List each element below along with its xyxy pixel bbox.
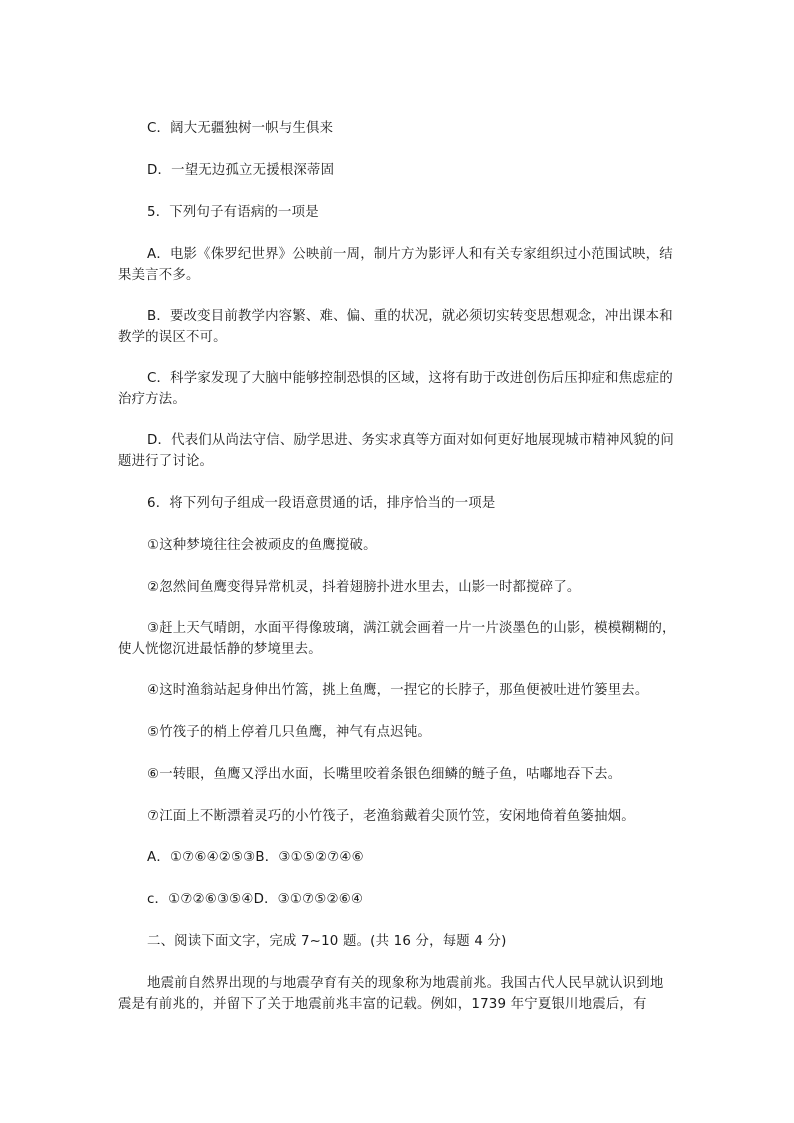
sentence-7: ⑦江面上不断漂着灵巧的小竹筏子，老渔翁戴着尖顶竹笠，安闲地倚着鱼篓抽烟。 xyxy=(147,809,635,824)
sentence-5: ⑤竹筏子的梢上停着几只鱼鹰，神气有点迟钝。 xyxy=(147,725,432,740)
question-5-option-d: D．代表们从尚法守信、励学思进、务实求真等方面对如何更好地展现城市精神风貌的问题进行了讨论。 xyxy=(118,433,674,469)
question-5-option-a: A．电影《侏罗纪世界》公映前一周，制片方为影评人和有关专家组织过小范围试映，结果美言不多。 xyxy=(118,247,673,283)
question-5-option-b: B．要改变目前教学内容繁、难、偏、重的状况，就必须切实转变思想观念，冲出课本和教学的误区不可。 xyxy=(118,309,673,345)
sentence-2: ②忽然间鱼鹰变得异常机灵，抖着翅膀扑进水里去，山影一时都搅碎了。 xyxy=(147,580,581,595)
question-6-options-ab: A．①⑦⑥④②⑤③B．③①⑤②⑦④⑥ xyxy=(147,850,364,865)
question-6-options-cd: c．①⑦②⑥③⑤④D．③①⑦⑤②⑥④ xyxy=(147,892,364,907)
option-d-q4: D．一望无边孤立无援根深蒂固 xyxy=(147,163,335,178)
question-5-stem: 5．下列句子有语病的一项是 xyxy=(147,205,319,220)
sentence-3: ③赶上天气晴朗，水面平得像玻璃，满江就会画着一片一片淡墨色的山影，模模糊糊的，使人恍惚沉进最恬静的梦境里去。 xyxy=(118,621,676,657)
passage-paragraph: 地震前自然界出现的与地震孕育有关的现象称为地震前兆。我国古代人民早就认识到地震是有前兆的，并留下了关于地震前兆丰富的记载。例如，1739 年宁夏银川地震后，有 xyxy=(118,976,664,1012)
question-6-stem: 6．将下列句子组成一段语意贯通的话，排序恰当的一项是 xyxy=(147,496,496,511)
question-5-option-c: C．科学家发现了大脑中能够控制恐惧的区域，这将有助于改进创伤后压抑症和焦虑症的治疗方法。 xyxy=(118,371,673,407)
section-2-heading: 二、阅读下面文字，完成 7~10 题。(共 16 分，每题 4 分) xyxy=(147,934,507,949)
sentence-4: ④这时渔翁站起身伸出竹篙，挑上鱼鹰，一捏它的长脖子，那鱼便被吐进竹篓里去。 xyxy=(147,683,649,698)
sentence-1: ①这种梦境往往会被顽皮的鱼鹰搅破。 xyxy=(147,538,377,553)
sentence-6: ⑥一转眼，鱼鹰又浮出水面，长嘴里咬着条银色细鳞的鲢子鱼，咕嘟地吞下去。 xyxy=(147,767,622,782)
option-c-q4: C．阔大无疆独树一帜与生俱来 xyxy=(147,121,334,136)
